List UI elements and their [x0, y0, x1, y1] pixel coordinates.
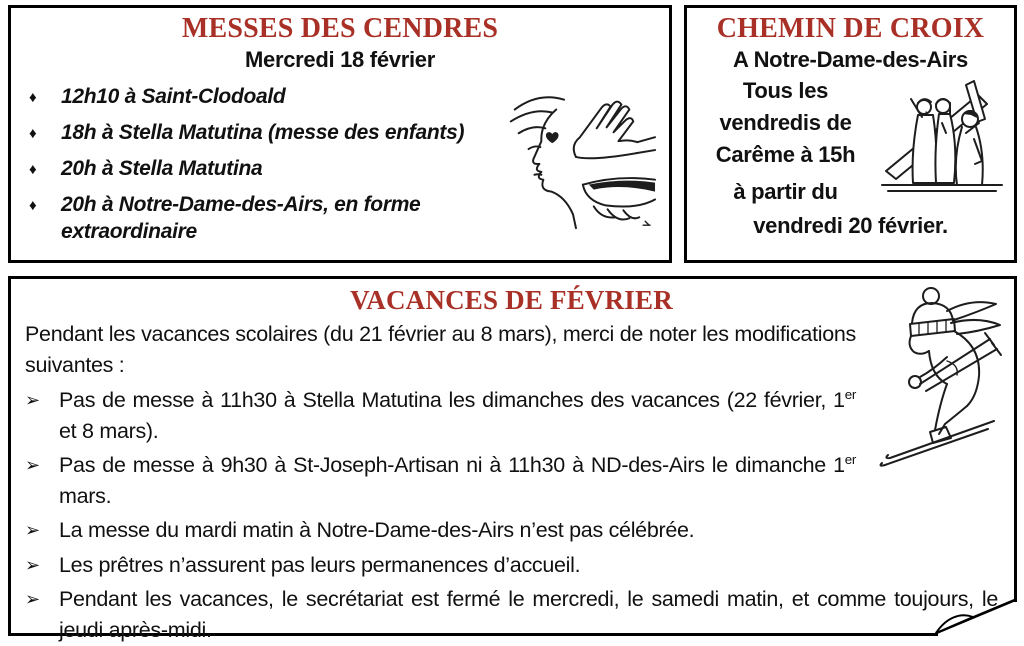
arrow-bullet-icon: ➢ [25, 520, 40, 541]
ash-imposition-illustration [489, 79, 657, 231]
vacances-note-item [25, 550, 998, 581]
arrow-bullet-icon: ➢ [25, 455, 40, 476]
note-text: La messe du mardi matin à Notre-Dame-des-Airs n’est pas célébrée. [59, 518, 695, 543]
vacances-intro: Pendant les vacances scolaires (du 21 février au 8 mars), merci de noter les modifications suivantes : [25, 322, 856, 378]
diamond-bullet-icon: ♦ [29, 196, 37, 214]
chemin-schedule-line: Carême à 15h [715, 141, 856, 167]
ordinal-superscript: er [844, 452, 856, 468]
note-text: Pas de messe à 11h30 à Stella Matutina les dimanches des vacances (22 février, 1 [59, 388, 845, 413]
note-text: Pendant les vacances, le secrétariat est fermé le mercredi, le samedi matin, et comme toujours, le jeudi après-midi. [59, 587, 998, 642]
mass-time-text: 18h à Stella Matutina (messe des enfants) [61, 120, 465, 144]
chemin-schedule-line: à partir du [733, 179, 838, 205]
diamond-bullet-icon: ♦ [29, 160, 37, 178]
vacances-note-item [25, 584, 998, 645]
note-text: mars. [59, 483, 112, 508]
chemin-schedule-line: vendredi 20 février. [753, 213, 948, 239]
mass-time-text: 20h à Stella Matutina [61, 156, 263, 180]
vacances-note-item [25, 450, 998, 511]
vacances-notes-list [25, 385, 998, 645]
arrow-bullet-icon: ➢ [25, 390, 40, 411]
chemin-schedule-line: vendredis de [719, 109, 852, 135]
vacances-title: VACANCES DE FÉVRIER [350, 285, 673, 315]
messes-des-cendres-title: MESSES DES CENDRES [181, 13, 499, 44]
section-chemin-de-croix [684, 5, 1017, 263]
mass-time-text: 12h10 à Saint-Clodoald [61, 84, 286, 108]
diamond-bullet-icon: ♦ [29, 124, 37, 142]
chemin-de-croix-title: CHEMIN DE CROIX [716, 13, 985, 44]
note-text: Pas de messe à 9h30 à St-Joseph-Artisan ni à 11h30 à ND-des-Airs le dimanche 1 [59, 453, 845, 478]
ordinal-superscript: er [844, 387, 856, 403]
page-curl-decoration [925, 586, 1017, 636]
arrow-bullet-icon: ➢ [25, 589, 40, 610]
skier-illustration [874, 283, 1006, 469]
note-text: Les prêtres n’assurent pas leurs permanences d’accueil. [59, 552, 581, 577]
section-messes-des-cendres [8, 5, 672, 263]
note-text: et 8 mars). [59, 418, 159, 443]
section-vacances-de-fevrier [8, 276, 1017, 642]
mass-time-text: 20h à Notre-Dame-des-Airs, en forme extraordinaire [61, 192, 421, 244]
vacances-note-item [25, 515, 998, 546]
way-of-the-cross-illustration [878, 79, 1006, 201]
messes-des-cendres-date: Mercredi 18 février [245, 47, 435, 73]
chemin-schedule-line: Tous les [742, 77, 829, 103]
arrow-bullet-icon: ➢ [25, 554, 40, 575]
chemin-de-croix-location: A Notre-Dame-des-Airs [733, 47, 968, 73]
vacances-note-item [25, 385, 998, 446]
diamond-bullet-icon: ♦ [29, 88, 37, 106]
